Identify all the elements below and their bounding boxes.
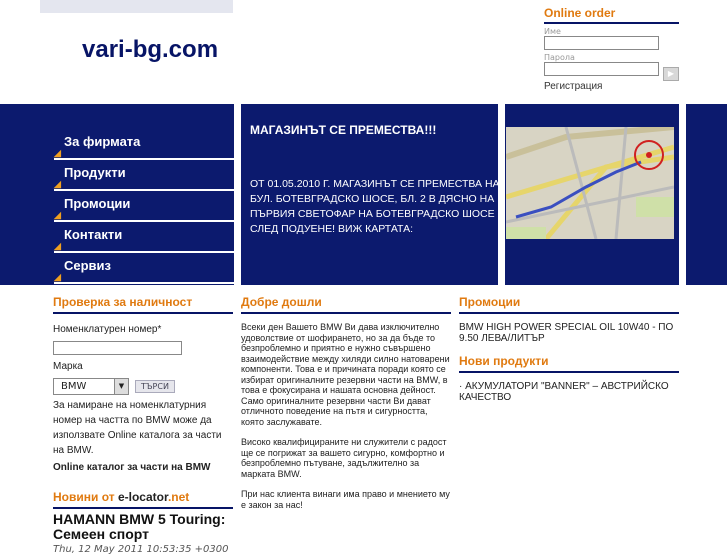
side-band: [686, 104, 727, 285]
search-button[interactable]: ТЪРСИ: [135, 380, 175, 393]
nav-label: За фирмата: [64, 134, 141, 149]
bullet-icon: ◢: [54, 272, 61, 282]
stock-check-column: [53, 295, 233, 555]
login-arrow-button[interactable]: ▶: [663, 67, 679, 81]
site-logo[interactable]: vari-bg.com: [82, 36, 219, 63]
nav-label: Сервиз: [64, 258, 112, 273]
new-products-title: Нови продукти: [459, 354, 679, 373]
news-banner: [241, 104, 498, 285]
password-label: Парола: [544, 53, 575, 62]
news-body: ОТ 01.05.2010 Г. МАГАЗИНЪТ СЕ ПРЕМЕСТВА НА БУЛ. БОТЕВГРАДСКО ШОСЕ, БЛ. 2 В ДЯСНО НА ПЪРВИЯ СВЕТОФАР НА БОТЕВГРАДСКО ШОСЕ СЛЕД ПОДУЕНЕ! ВИЖ КАРТАТА:: [250, 178, 500, 235]
catalog-help-text: За намиране на номенклатурния номер на частта по BMW може да използвате Online каталога за части на BMW.: [53, 399, 222, 456]
feed-headline[interactable]: HAMANN BMW 5 Touring: Семеен спорт: [53, 510, 226, 542]
brand-select[interactable]: BMW ▼: [53, 378, 129, 395]
bullet-icon: ◢: [54, 148, 61, 158]
nav-item-service[interactable]: [0, 254, 234, 285]
register-link[interactable]: Регистрация: [544, 81, 603, 92]
map-panel: [505, 104, 679, 285]
main-nav: [0, 104, 234, 285]
welcome-column: [241, 295, 451, 510]
promo-column: [459, 295, 679, 403]
promo-text[interactable]: BMW HIGH POWER SPECIAL OIL 10W40 - ПО 9.50 ЛЕВА/ЛИТЪР: [459, 322, 674, 344]
welcome-paragraph: Високо квалифицираните ни служители с радост ще се погрижат за вашето сигурно, комфортно и безпроблемно пътуване, задължително за марката BMW.: [241, 437, 447, 479]
name-label: Име: [544, 27, 561, 36]
news-title: МАГАЗИНЪТ СЕ ПРЕМЕСТВА!!!: [250, 123, 437, 137]
part-number-input[interactable]: [53, 341, 182, 355]
welcome-paragraph: Всеки ден Вашето BMW Ви дава изключително удоволствие от шофирането, но за да бъде то безпроблемно и приятно е нужно съвършено взаимодействие между хиляди силно натоварени компоненти. Това е и причината поради която се избират оригиналните резервни части на BMW, в това е фокусирана и нашата основна дейност. Само оригиналните резервни части Ви дават отличното поведение на пътя и сигурността, която заслужавате.: [241, 322, 450, 427]
nav-label: Контакти: [64, 227, 123, 242]
name-input[interactable]: [544, 36, 659, 50]
chevron-down-icon: ▼: [114, 379, 128, 394]
bullet-icon: ◢: [54, 210, 61, 220]
nav-label: Продукти: [64, 165, 126, 180]
promo-title: Промоции: [459, 295, 679, 314]
nav-label: Промоции: [64, 196, 131, 211]
feed-title: Новини от e-locator.net: [53, 490, 233, 509]
bullet-icon: ◢: [54, 241, 61, 251]
new-products-text[interactable]: · АКУМУЛАТОРИ "BANNER" – АВСТРИЙСКО КАЧЕСТВО: [459, 381, 669, 403]
welcome-title: Добре дошли: [241, 295, 451, 314]
catalog-link[interactable]: Online каталог за части на BMW: [53, 461, 211, 473]
brand-label: Марка: [53, 360, 83, 372]
password-input[interactable]: [544, 62, 659, 76]
part-number-label: Номенклатурен номер*: [53, 324, 162, 335]
online-order-box: [544, 6, 679, 92]
nav-item-products[interactable]: [0, 161, 234, 192]
welcome-paragraph: При нас клиента винаги има право и мнението му е закон за нас!: [241, 489, 450, 510]
nav-item-promotions[interactable]: [0, 192, 234, 223]
nav-item-contacts[interactable]: [0, 223, 234, 254]
nav-item-company[interactable]: [0, 130, 234, 161]
top-strip: [40, 0, 233, 13]
stock-check-title: Проверка за наличност: [53, 295, 233, 314]
feed-date: Thu, 12 May 2011 10:53:35 +0300: [53, 543, 229, 555]
location-map[interactable]: [506, 127, 674, 239]
bullet-icon: ◢: [54, 179, 61, 189]
online-order-title: Online order: [544, 6, 679, 24]
